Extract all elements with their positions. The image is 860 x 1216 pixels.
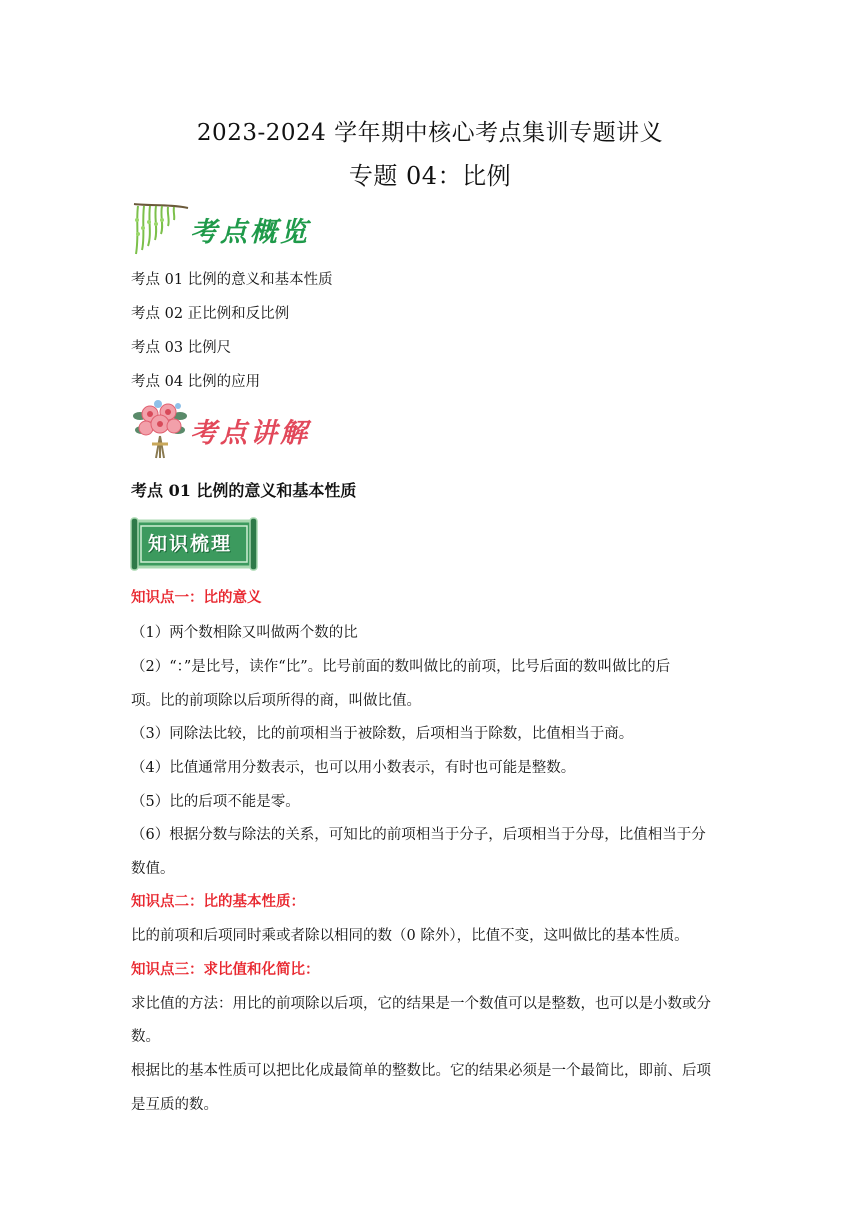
section-title: 考点 01 比例的意义和基本性质 — [131, 481, 357, 500]
flower-bouquet-icon — [130, 398, 190, 460]
body-text-line: （1）两个数相除又叫做两个数的比 — [131, 625, 358, 641]
willow-branch-icon — [130, 200, 190, 260]
knowledge-summary-label: 知识梳理 — [148, 533, 233, 555]
knowledge-point-heading: 知识点一：比的意义 — [131, 589, 262, 606]
toc-item: 考点 01 比例的意义和基本性质 — [131, 272, 333, 288]
overview-banner-label: 考点概览 — [190, 217, 310, 248]
explanation-banner-label: 考点讲解 — [190, 418, 310, 449]
body-text-line: （3）同除法比较，比的前项相当于被除数，后项相当于除数，比值相当于商。 — [131, 726, 634, 742]
body-text-line: （4）比值通常用分数表示，也可以用小数表示，有时也可能是整数。 — [131, 760, 576, 776]
body-text-line: 是互质的数。 — [131, 1097, 218, 1113]
body-text-line: 根据比的基本性质可以把比化成最简单的整数比。它的结果必须是一个最简比，即前、后项 — [131, 1063, 711, 1079]
toc-item: 考点 04 比例的应用 — [131, 374, 261, 390]
body-text-line: 数。 — [131, 1029, 160, 1045]
body-text-line: 数值。 — [131, 861, 175, 877]
body-text-line: （6）根据分数与除法的关系，可知比的前项相当于分子，后项相当于分母，比值相当于分 — [131, 827, 706, 843]
explanation-banner — [130, 398, 350, 458]
overview-banner — [130, 200, 350, 260]
knowledge-point-heading: 知识点二：比的基本性质： — [131, 893, 305, 910]
knowledge-summary-badge — [130, 516, 258, 572]
document-title: 2023-2024 学年期中核心考点集训专题讲义 — [196, 120, 664, 146]
body-text-line: 项。比的前项除以后项所得的商，叫做比值。 — [131, 693, 421, 709]
body-text-line: 求比值的方法：用比的前项除以后项，它的结果是一个数值可以是整数，也可以是小数或分 — [131, 996, 711, 1012]
toc-item: 考点 02 正比例和反比例 — [131, 306, 290, 322]
document-subtitle: 专题 04：比例 — [348, 162, 512, 190]
knowledge-point-heading: 知识点三：求比值和化简比： — [131, 961, 320, 978]
toc-item: 考点 03 比例尺 — [131, 340, 232, 356]
body-text-line: （5）比的后项不能是零。 — [131, 794, 300, 810]
body-text-line: 比的前项和后项同时乘或者除以相同的数（0 除外），比值不变，这叫做比的基本性质。 — [131, 928, 689, 944]
body-text-line: （2）“：”是比号，读作“比”。比号前面的数叫做比的前项，比号后面的数叫做比的后 — [131, 659, 671, 675]
